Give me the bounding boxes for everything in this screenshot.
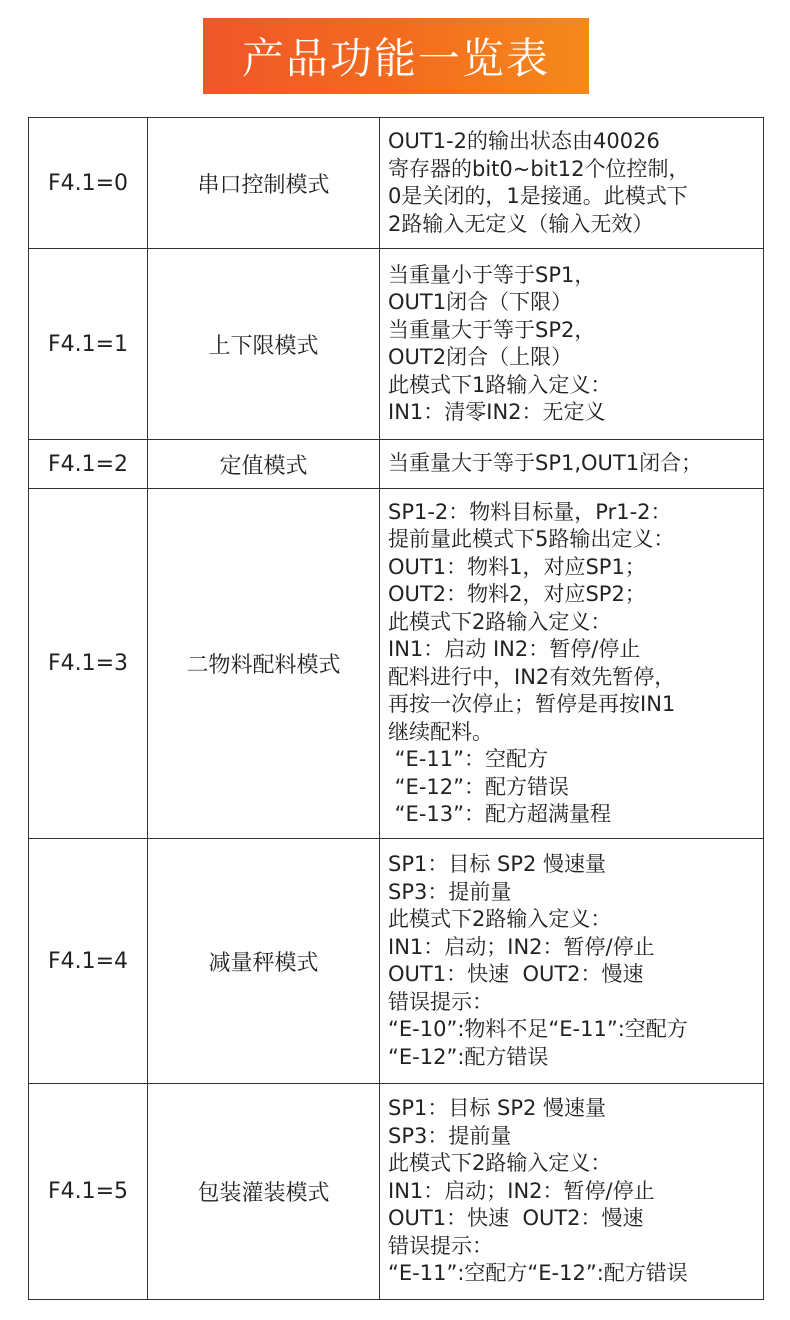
mode-name-cell: 串口控制模式: [148, 118, 380, 249]
mode-description-cell: 当重量大于等于SP1,OUT1闭合；: [380, 440, 764, 489]
mode-name-cell: 减量秤模式: [148, 839, 380, 1084]
title-banner: [203, 18, 589, 94]
mode-description-cell: SP1：目标 SP2 慢速量 SP3：提前量 此模式下2路输入定义： IN1：启动；IN2：暂停/停止 OUT1：快速 OUT2：慢速 错误提示： “E-11”:空配方“E-12”:配方错误: [380, 1084, 764, 1300]
page-title: 产品功能一览表: [241, 34, 550, 83]
table-row: [29, 1084, 764, 1300]
mode-code-cell: F4.1=3: [29, 489, 148, 839]
mode-name-cell: 包装灌装模式: [148, 1084, 380, 1300]
table-row: [29, 440, 764, 489]
mode-code-cell: F4.1=2: [29, 440, 148, 489]
function-table: [28, 117, 764, 1300]
table-row: [29, 489, 764, 839]
mode-description-cell: OUT1-2的输出状态由40026 寄存器的bit0~bit12个位控制， 0是关闭的，1是接通。此模式下 2路输入无定义（输入无效）: [380, 118, 764, 249]
mode-code-cell: F4.1=0: [29, 118, 148, 249]
mode-code-cell: F4.1=5: [29, 1084, 148, 1300]
mode-name-cell: 定值模式: [148, 440, 380, 489]
table-row: [29, 249, 764, 440]
mode-description-cell: SP1-2：物料目标量，Pr1-2： 提前量此模式下5路输出定义： OUT1：物料1，对应SP1； OUT2：物料2，对应SP2； 此模式下2路输入定义： IN1：启动 IN2：暂停/停止 配料进行中，IN2有效先暂停， 再按一次停止；暂停是再按IN1 继续配料。 “E-11”：空配方 “E-12”：配方错误 “E-13”：配方超满量程: [380, 489, 764, 839]
mode-code-cell: F4.1=1: [29, 249, 148, 440]
mode-description-cell: SP1：目标 SP2 慢速量 SP3：提前量 此模式下2路输入定义： IN1：启动；IN2：暂停/停止 OUT1：快速 OUT2：慢速 错误提示： “E-10”:物料不足“E-11”:空配方 “E-12”:配方错误: [380, 839, 764, 1084]
mode-code-cell: F4.1=4: [29, 839, 148, 1084]
mode-name-cell: 上下限模式: [148, 249, 380, 440]
mode-description-cell: 当重量小于等于SP1， OUT1闭合（下限） 当重量大于等于SP2， OUT2闭合（上限） 此模式下1路输入定义： IN1：清零IN2：无定义: [380, 249, 764, 440]
mode-name-cell: 二物料配料模式: [148, 489, 380, 839]
table-row: [29, 839, 764, 1084]
table-row: [29, 118, 764, 249]
